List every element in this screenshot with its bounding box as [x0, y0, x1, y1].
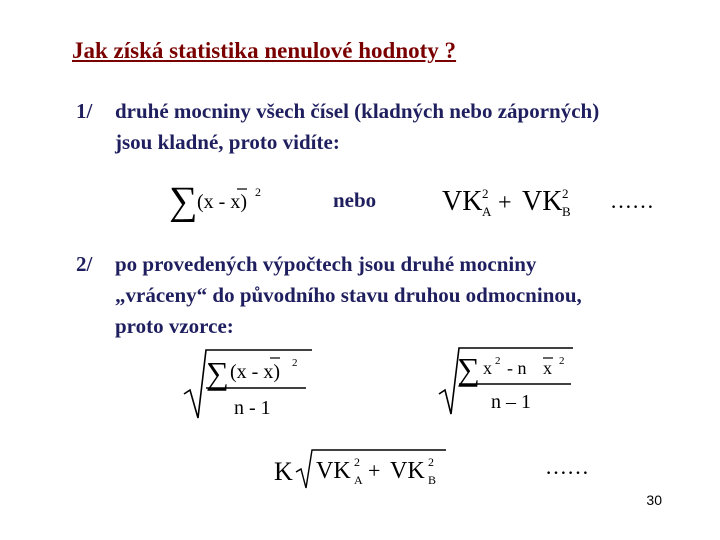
or-text: nebo: [333, 188, 377, 212]
section1-number: 1/: [76, 99, 93, 123]
section2-line2: „vráceny“ do původního stavu druhou odmocninou,: [115, 283, 582, 307]
sd1-numerator: (x - x): [230, 361, 280, 383]
vk-b-exp: 2: [562, 186, 569, 201]
vk-a-sub: A: [482, 204, 492, 219]
sd2-x: x: [483, 358, 492, 378]
sd2-sum-symbol: ∑: [457, 351, 480, 387]
plus-sign: +: [498, 190, 512, 216]
page-title: Jak získá statistika nenulové hodnoty ?: [72, 38, 457, 63]
sum-squares-body: (x - x): [197, 191, 247, 213]
k-formula: [272, 446, 452, 494]
sd2-xbar: x: [543, 358, 552, 378]
vk-b-sub: B: [562, 204, 571, 219]
vk-sum-formula: [440, 178, 580, 222]
k-label: K: [274, 457, 293, 486]
sd2-x-exp: 2: [495, 355, 501, 367]
sd1-sum-symbol: ∑: [206, 355, 229, 391]
section1-line1: druhé mocniny všech čísel (kladných nebo záporných): [115, 99, 600, 123]
k-vk-a-exp: 2: [354, 455, 360, 469]
sd2-denominator: n – 1: [491, 391, 531, 413]
section2-number: 2/: [76, 252, 93, 276]
sd2-xbar-exp: 2: [559, 355, 565, 367]
k-plus: +: [368, 458, 381, 483]
section2-line1: po provedených výpočtech jsou druhé mocniny: [115, 252, 537, 276]
sd1-exp: 2: [292, 357, 298, 369]
section1-line2: jsou kladné, proto vidíte:: [115, 130, 340, 154]
sd-formula-1: [180, 342, 315, 422]
k-vk-b-sub: B: [428, 473, 437, 487]
sd1-denominator: n - 1: [234, 397, 271, 419]
k-vk-b-exp: 2: [428, 455, 434, 469]
k-vk-b: VK: [390, 458, 425, 484]
ellipsis-1: ……: [610, 188, 654, 213]
sd2-minus-n: - n: [507, 358, 527, 378]
vk-a-label: VK: [442, 186, 483, 217]
page-number: 30: [646, 492, 662, 508]
sd-formula-2: [435, 342, 575, 422]
k-vk-a: VK: [316, 458, 351, 484]
sum-symbol: ∑: [169, 178, 198, 222]
section2-line3: proto vzorce:: [115, 314, 234, 338]
ellipsis-2: ……: [545, 454, 589, 479]
sum-squares-formula: [165, 176, 275, 222]
vk-a-exp: 2: [482, 186, 489, 201]
vk-b-label: VK: [522, 186, 563, 217]
sum-squares-exp: 2: [255, 185, 261, 199]
k-vk-a-sub: A: [354, 473, 363, 487]
